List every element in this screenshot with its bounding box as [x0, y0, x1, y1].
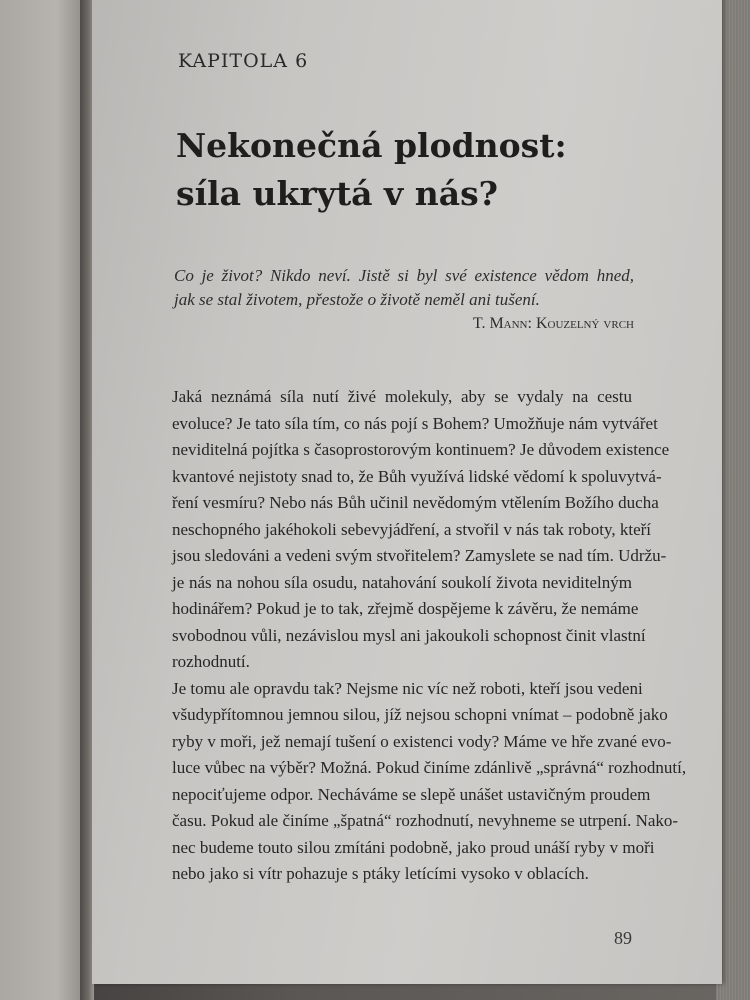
body-line: rozhodnutí. — [172, 652, 250, 671]
body-line: Jaká neznámá síla nutí živé molekuly, aby se vydaly na cestu — [172, 387, 632, 406]
paragraph-1 — [172, 384, 670, 676]
body-text — [172, 384, 687, 888]
epigraph — [174, 264, 634, 312]
chapter-title-line-2: síla ukrytá v nás? — [176, 174, 499, 213]
body-line: Je tomu ale opravdu tak? Nejsme nic víc než roboti, kteří jsou vedeni — [172, 678, 643, 698]
body-line: neschopného jakéhokoli sebevyjádření, a stvořil v nás tak roboty, kteří — [172, 519, 652, 539]
body-line: nebo jako si vítr pohazuje s ptáky letícími vysoko v oblacích. — [172, 864, 589, 883]
body-line: kvantové nejistoty snad to, že Bůh využívá lidské vědomí k spoluvytvá- — [172, 466, 662, 486]
body-line: času. Pokud ale činíme „špatná“ rozhodnutí, nevyhneme se utrpení. Nako- — [172, 811, 679, 830]
body-line: jsou sledováni a vedeni svým stvořitelem? Zamyslete se nad tím. Udržu- — [172, 546, 667, 565]
chapter-title — [176, 122, 567, 218]
body-line: luce vůbec na výběr? Možná. Pokud činíme zdánlivě „správná“ rozhodnutí, — [172, 758, 687, 777]
epigraph-attribution: T. Mann: Kouzelný vrch — [472, 315, 634, 332]
body-line: svobodnou vůli, nezávislou mysl ani jakoukoli schopnost činit vlastní — [172, 625, 646, 645]
epigraph-line-2: jak se stal životem, přestože o životě neměl ani tušení. — [174, 290, 540, 309]
chapter-label: KAPITOLA 6 — [178, 50, 309, 72]
body-line: nec budeme touto silou zmítáni podobně, jako proud unáší ryby v moři — [172, 837, 655, 857]
body-line: hodinářem? Pokud je to tak, zřejmě dospějeme k závěru, že nemáme — [172, 599, 639, 618]
body-line: všudypřítomnou jemnou silou, jíž nejsou schopni vnímat – podobně jako — [172, 705, 668, 724]
paragraph-2 — [172, 676, 687, 888]
page-number: 89 — [614, 928, 632, 948]
body-line: nepociťujeme odpor. Necháváme se slepě unášet ustavičným proudem — [172, 784, 651, 804]
book-page — [92, 0, 722, 984]
body-line: je nás na nohou síla osudu, natahování soukolí života neviditelným — [172, 572, 632, 592]
body-line: evoluce? Je tato síla tím, co nás pojí s Bohem? Umožňuje nám vytvářet — [172, 413, 658, 433]
chapter-title-line-1: Nekonečná plodnost: — [176, 126, 567, 165]
body-line: ryby v moři, jež nemají tušení o existenci vody? Máme ve hře zvané evo- — [172, 731, 672, 751]
left-page-edge — [0, 0, 85, 1000]
epigraph-line-1: Co je život? Nikdo neví. Jistě si byl své existence vědom hned, — [174, 266, 634, 285]
body-line: neviditelná pojítka s časoprostorovým kontinuem? Je důvodem existence — [172, 440, 670, 459]
body-line: ření vesmíru? Nebo nás Bůh učinil nevědomým vtělením Božího ducha — [172, 493, 659, 512]
